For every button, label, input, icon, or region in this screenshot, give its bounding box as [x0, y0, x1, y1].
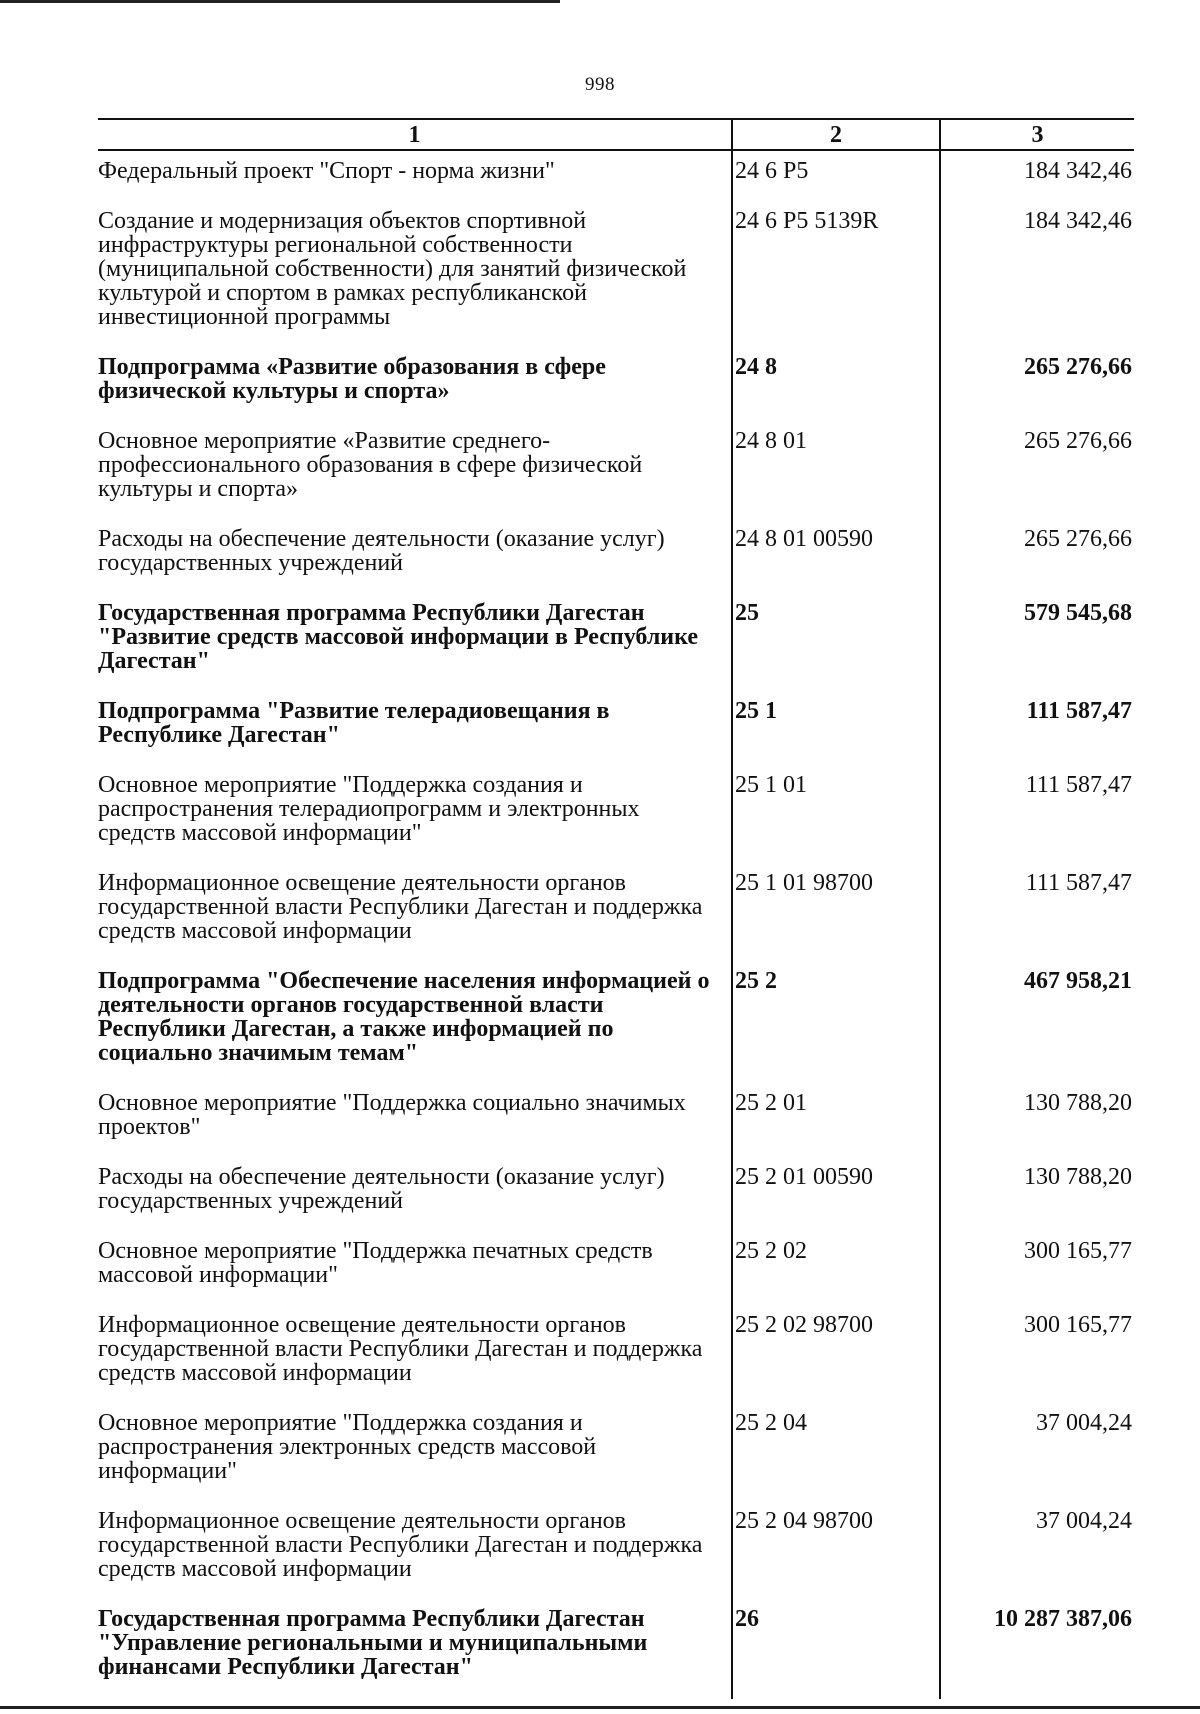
row-name: Информационное освещение деятельности органов государственной власти Республики Дагестан и поддержка средств массовой информации — [98, 1508, 703, 1582]
row-name: Информационное освещение деятельности органов государственной власти Республики Дагестан и поддержка средств массовой информации — [98, 870, 703, 944]
table-row — [98, 693, 1134, 767]
table-body — [98, 150, 1134, 1699]
row-name: Информационное освещение деятельности органов государственной власти Республики Дагестан и поддержка средств массовой информации — [98, 1312, 703, 1386]
row-name: Подпрограмма "Развитие телерадиовещания в Республике Дагестан" — [98, 698, 610, 748]
table-row — [98, 595, 1134, 693]
row-name: Расходы на обеспечение деятельности (оказание услуг) государственных учреждений — [98, 526, 665, 576]
row-name: Основное мероприятие "Поддержка создания и распространения телерадиопрограмм и электронных средств массовой информации" — [98, 772, 640, 846]
table-row — [98, 1159, 1134, 1233]
row-amount: 300 165,77 — [940, 1233, 1134, 1307]
budget-table — [98, 118, 1134, 1699]
row-name: Государственная программа Республики Дагестан "Управление региональными и муниципальными финансами Республики Дагестан" — [98, 1606, 648, 1680]
row-code: 25 1 01 — [732, 767, 940, 865]
row-code: 24 8 01 — [732, 423, 940, 521]
header-col-2: 2 — [732, 119, 940, 150]
row-amount: 130 788,20 — [940, 1085, 1134, 1159]
row-name: Государственная программа Республики Дагестан "Развитие средств массовой информации в Республике Дагестан" — [98, 600, 698, 674]
header-col-1: 1 — [98, 119, 732, 150]
table-row — [98, 203, 1134, 349]
table-row — [98, 963, 1134, 1085]
row-amount: 130 788,20 — [940, 1159, 1134, 1233]
table-row — [98, 865, 1134, 963]
row-name: Подпрограмма "Обеспечение населения информацией о деятельности органов государственной власти Республики Дагестан, а также информацией по социально значимым темам" — [98, 968, 710, 1066]
row-amount: 10 287 387,06 — [940, 1601, 1134, 1699]
row-amount: 579 545,68 — [940, 595, 1134, 693]
row-amount: 111 587,47 — [940, 865, 1134, 963]
header-row — [98, 119, 1134, 150]
row-code: 24 8 — [732, 349, 940, 423]
row-code: 24 8 01 00590 — [732, 521, 940, 595]
scan-edge-top — [0, 0, 560, 3]
table-row — [98, 521, 1134, 595]
table-row — [98, 1233, 1134, 1307]
page-number: 998 — [585, 74, 615, 95]
row-code: 25 2 04 — [732, 1405, 940, 1503]
header-col-3: 3 — [940, 119, 1134, 150]
row-amount: 111 587,47 — [940, 693, 1134, 767]
scan-edge-bottom — [0, 1706, 1200, 1709]
table-header — [98, 119, 1134, 150]
row-code: 25 2 04 98700 — [732, 1503, 940, 1601]
row-code: 25 2 — [732, 963, 940, 1085]
table-row — [98, 1601, 1134, 1699]
row-name: Основное мероприятие "Поддержка социально значимых проектов" — [98, 1090, 686, 1140]
table-row — [98, 1085, 1134, 1159]
row-code: 25 2 01 00590 — [732, 1159, 940, 1233]
row-code: 25 — [732, 595, 940, 693]
row-code: 24 6 P5 5139R — [732, 203, 940, 349]
row-name: Основное мероприятие "Поддержка создания и распространения электронных средств массовой информации" — [98, 1410, 597, 1484]
row-amount: 184 342,46 — [940, 150, 1134, 203]
row-name: Подпрограмма «Развитие образования в сфере физической культуры и спорта» — [98, 354, 606, 404]
row-code: 25 1 01 98700 — [732, 865, 940, 963]
table-row — [98, 150, 1134, 203]
table-row — [98, 349, 1134, 423]
row-name: Создание и модернизация объектов спортивной инфраструктуры региональной собственности (муниципальной собственности) для занятий физической культурой и спортом в рамках республиканской инвестиционной программы — [98, 208, 687, 330]
table-row — [98, 1405, 1134, 1503]
row-amount: 265 276,66 — [940, 423, 1134, 521]
row-name: Основное мероприятие «Развитие среднего-профессионального образования в сфере физической культуры и спорта» — [98, 428, 643, 502]
table-row — [98, 1307, 1134, 1405]
table-row — [98, 767, 1134, 865]
row-amount: 265 276,66 — [940, 521, 1134, 595]
row-amount: 37 004,24 — [940, 1503, 1134, 1601]
row-code: 24 6 P5 — [732, 150, 940, 203]
row-amount: 467 958,21 — [940, 963, 1134, 1085]
row-amount: 37 004,24 — [940, 1405, 1134, 1503]
row-code: 25 2 02 — [732, 1233, 940, 1307]
row-name: Основное мероприятие "Поддержка печатных средств массовой информации" — [98, 1238, 653, 1288]
row-amount: 300 165,77 — [940, 1307, 1134, 1405]
row-code: 26 — [732, 1601, 940, 1699]
row-name: Расходы на обеспечение деятельности (оказание услуг) государственных учреждений — [98, 1164, 665, 1214]
table-row — [98, 1503, 1134, 1601]
row-name: Федеральный проект "Спорт - норма жизни" — [98, 158, 555, 184]
row-amount: 111 587,47 — [940, 767, 1134, 865]
row-code: 25 1 — [732, 693, 940, 767]
table-row — [98, 423, 1134, 521]
row-amount: 265 276,66 — [940, 349, 1134, 423]
row-code: 25 2 02 98700 — [732, 1307, 940, 1405]
row-code: 25 2 01 — [732, 1085, 940, 1159]
row-amount: 184 342,46 — [940, 203, 1134, 349]
